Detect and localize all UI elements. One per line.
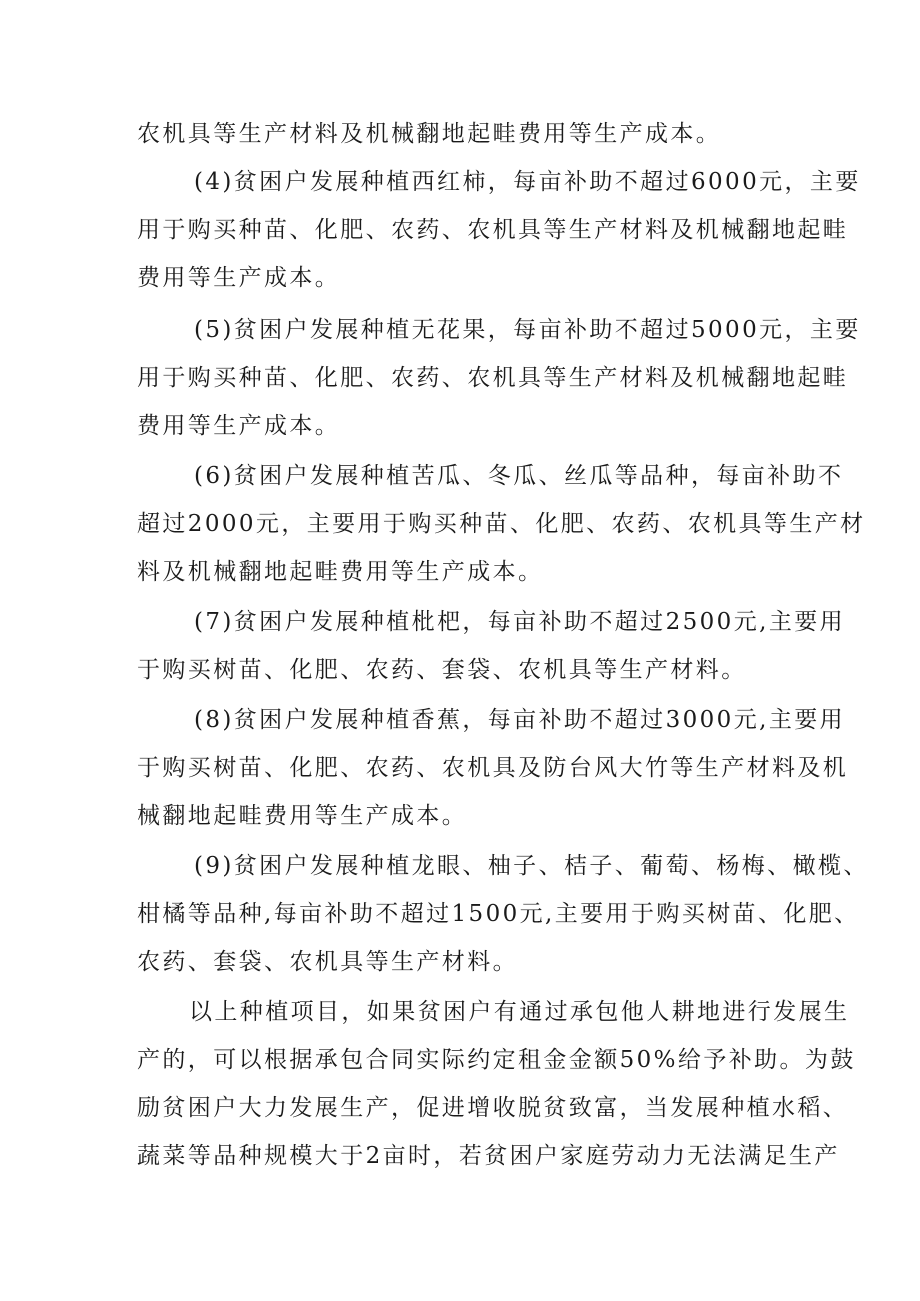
text-line: (4)贫困户发展种植西红柿，每亩补助不超过6000元，主要 (194, 169, 861, 195)
text-line: 蔬菜等品种规模大于2亩时，若贫困户家庭劳动力无法满足生产 (137, 1143, 840, 1169)
text-line: (5)贫困户发展种植无花果，每亩补助不超过5000元，主要 (194, 317, 861, 343)
text-line: (7)贫困户发展种植枇杷，每亩补助不超过2500元,主要用 (194, 609, 846, 635)
text-line: 用于购买种苗、化肥、农药、农机具等生产材料及机械翻地起畦 (137, 365, 849, 391)
text-line: 柑橘等品种,每亩补助不超过1500元,主要用于购买树苗、化肥、 (137, 901, 860, 927)
text-line: 于购买树苗、化肥、农药、套袋、农机具等生产材料。 (137, 657, 747, 683)
text-line: 于购买树苗、化肥、农药、农机具及防台风大竹等生产材料及机 (137, 755, 849, 781)
text-line: (9)贫困户发展种植龙眼、柚子、桔子、葡萄、杨梅、橄榄、 (194, 853, 869, 879)
text-line: 产的，可以根据承包合同实际约定租金金额50%给予补助。为鼓 (137, 1047, 856, 1073)
text-line: 料及机械翻地起畦费用等生产成本。 (137, 559, 544, 585)
text-line: 用于购买种苗、化肥、农药、农机具等生产材料及机械翻地起畦 (137, 217, 849, 243)
text-line: 费用等生产成本。 (137, 413, 341, 439)
text-line: 械翻地起畦费用等生产成本。 (137, 803, 468, 829)
text-line: 费用等生产成本。 (137, 265, 341, 291)
text-line: 以上种植项目，如果贫困户有通过承包他人耕地进行发展生 (189, 999, 850, 1025)
text-line: 农机具等生产材料及机械翻地起畦费用等生产成本。 (137, 121, 722, 147)
text-line: 励贫困户大力发展生产，促进增收脱贫致富，当发展种植水稻、 (137, 1095, 849, 1121)
text-line: 农药、套袋、农机具等生产材料。 (137, 949, 518, 975)
text-line: 超过2000元，主要用于购买种苗、化肥、农药、农机具等生产材 (137, 511, 866, 537)
text-line: (8)贫困户发展种植香蕉，每亩补助不超过3000元,主要用 (194, 707, 846, 733)
text-line: (6)贫困户发展种植苦瓜、冬瓜、丝瓜等品种，每亩补助不 (194, 463, 844, 489)
